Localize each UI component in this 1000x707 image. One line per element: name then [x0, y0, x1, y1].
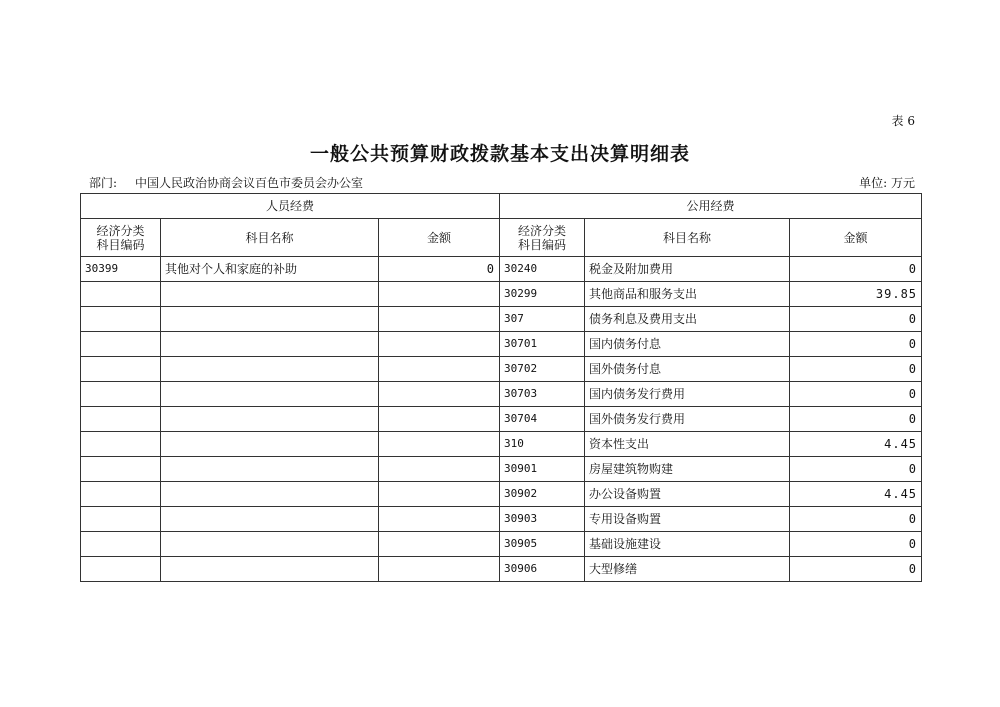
public-name-cell: 房屋建筑物购建	[585, 457, 790, 482]
personnel-code-cell	[81, 282, 161, 307]
page-title: 一般公共预算财政拨款基本支出决算明细表	[309, 143, 690, 165]
public-name-cell: 基础设施建设	[585, 532, 790, 557]
public-code-cell: 30702	[500, 357, 585, 382]
public-amount-cell: 0	[790, 257, 922, 282]
table-row	[81, 432, 922, 457]
personnel-amount-cell	[379, 307, 500, 332]
table-row	[81, 282, 922, 307]
public-amount-cell: 0	[790, 557, 922, 582]
personnel-code-cell	[81, 307, 161, 332]
public-code-cell: 30703	[500, 382, 585, 407]
col-header-code	[81, 219, 161, 257]
department-line	[89, 174, 363, 191]
public-amount-cell: 0	[790, 532, 922, 557]
table-row	[81, 557, 922, 582]
public-code-cell: 30701	[500, 332, 585, 357]
public-code-cell: 310	[500, 432, 585, 457]
public-amount-cell: 4.45	[790, 482, 922, 507]
col-header-name: 科目名称	[161, 219, 379, 257]
personnel-code-cell	[81, 357, 161, 382]
public-code-cell: 30903	[500, 507, 585, 532]
personnel-name-cell	[161, 532, 379, 557]
personnel-name-cell	[161, 357, 379, 382]
col-header-code-line1: 经济分类	[96, 223, 145, 238]
table-row	[81, 532, 922, 557]
public-name-cell: 办公设备购置	[585, 482, 790, 507]
col-header-amount: 金额	[790, 219, 922, 257]
public-name-cell: 国外债务发行费用	[585, 407, 790, 432]
col-header-code-line2: 科目编码	[96, 237, 145, 252]
table-row	[81, 332, 922, 357]
public-name-cell: 税金及附加费用	[585, 257, 790, 282]
personnel-name-cell: 其他对个人和家庭的补助	[161, 257, 379, 282]
public-amount-cell: 0	[790, 357, 922, 382]
department-label: 部门:	[89, 176, 118, 190]
public-amount-cell: 0	[790, 332, 922, 357]
personnel-code-cell	[81, 332, 161, 357]
personnel-name-cell	[161, 282, 379, 307]
personnel-amount-cell	[379, 507, 500, 532]
personnel-name-cell	[161, 457, 379, 482]
public-code-cell: 30901	[500, 457, 585, 482]
public-code-cell: 307	[500, 307, 585, 332]
personnel-amount-cell: 0	[379, 257, 500, 282]
public-amount-cell: 0	[790, 307, 922, 332]
table-row	[81, 482, 922, 507]
section-public: 公用经费	[500, 194, 922, 219]
personnel-amount-cell	[379, 407, 500, 432]
section-header-row	[81, 194, 922, 219]
public-code-cell: 30902	[500, 482, 585, 507]
public-code-cell: 30704	[500, 407, 585, 432]
public-name-cell: 国内债务发行费用	[585, 382, 790, 407]
table-number: 表 6	[891, 114, 915, 128]
table-row	[81, 407, 922, 432]
table-row	[81, 457, 922, 482]
personnel-code-cell	[81, 532, 161, 557]
public-name-cell: 国内债务付息	[585, 332, 790, 357]
personnel-code-cell	[81, 507, 161, 532]
table-body	[81, 257, 922, 582]
personnel-amount-cell	[379, 457, 500, 482]
column-header-row	[81, 219, 922, 257]
col-header-code-line2: 科目编码	[518, 237, 567, 252]
personnel-amount-cell	[379, 532, 500, 557]
public-amount-cell: 0	[790, 407, 922, 432]
personnel-amount-cell	[379, 432, 500, 457]
col-header-amount: 金额	[379, 219, 500, 257]
public-amount-cell: 4.45	[790, 432, 922, 457]
personnel-code-cell	[81, 432, 161, 457]
department-value: 中国人民政治协商会议百色市委员会办公室	[135, 176, 364, 190]
public-amount-cell: 0	[790, 457, 922, 482]
personnel-name-cell	[161, 382, 379, 407]
table-row	[81, 307, 922, 332]
unit-label: 单位: 万元	[859, 176, 915, 190]
public-name-cell: 大型修缮	[585, 557, 790, 582]
section-personnel: 人员经费	[81, 194, 500, 219]
public-name-cell: 资本性支出	[585, 432, 790, 457]
personnel-code-cell	[81, 482, 161, 507]
col-header-code-line1: 经济分类	[518, 223, 567, 238]
expenditure-table	[80, 193, 922, 582]
table-row	[81, 257, 922, 282]
public-name-cell: 债务利息及费用支出	[585, 307, 790, 332]
personnel-code-cell	[81, 457, 161, 482]
public-code-cell: 30240	[500, 257, 585, 282]
personnel-amount-cell	[379, 332, 500, 357]
personnel-amount-cell	[379, 357, 500, 382]
col-header-name: 科目名称	[585, 219, 790, 257]
personnel-name-cell	[161, 557, 379, 582]
public-code-cell: 30905	[500, 532, 585, 557]
public-code-cell: 30299	[500, 282, 585, 307]
table-row	[81, 507, 922, 532]
personnel-name-cell	[161, 507, 379, 532]
personnel-amount-cell	[379, 482, 500, 507]
personnel-name-cell	[161, 407, 379, 432]
personnel-name-cell	[161, 332, 379, 357]
personnel-amount-cell	[379, 282, 500, 307]
public-name-cell: 其他商品和服务支出	[585, 282, 790, 307]
table-row	[81, 357, 922, 382]
personnel-name-cell	[161, 307, 379, 332]
personnel-code-cell	[81, 407, 161, 432]
public-name-cell: 国外债务付息	[585, 357, 790, 382]
table-row	[81, 382, 922, 407]
personnel-amount-cell	[379, 557, 500, 582]
public-code-cell: 30906	[500, 557, 585, 582]
personnel-code-cell	[81, 557, 161, 582]
personnel-code-cell: 30399	[81, 257, 161, 282]
public-amount-cell: 39.85	[790, 282, 922, 307]
personnel-amount-cell	[379, 382, 500, 407]
personnel-code-cell	[81, 382, 161, 407]
public-amount-cell: 0	[790, 507, 922, 532]
col-header-code	[500, 219, 585, 257]
public-amount-cell: 0	[790, 382, 922, 407]
personnel-name-cell	[161, 482, 379, 507]
public-name-cell: 专用设备购置	[585, 507, 790, 532]
personnel-name-cell	[161, 432, 379, 457]
